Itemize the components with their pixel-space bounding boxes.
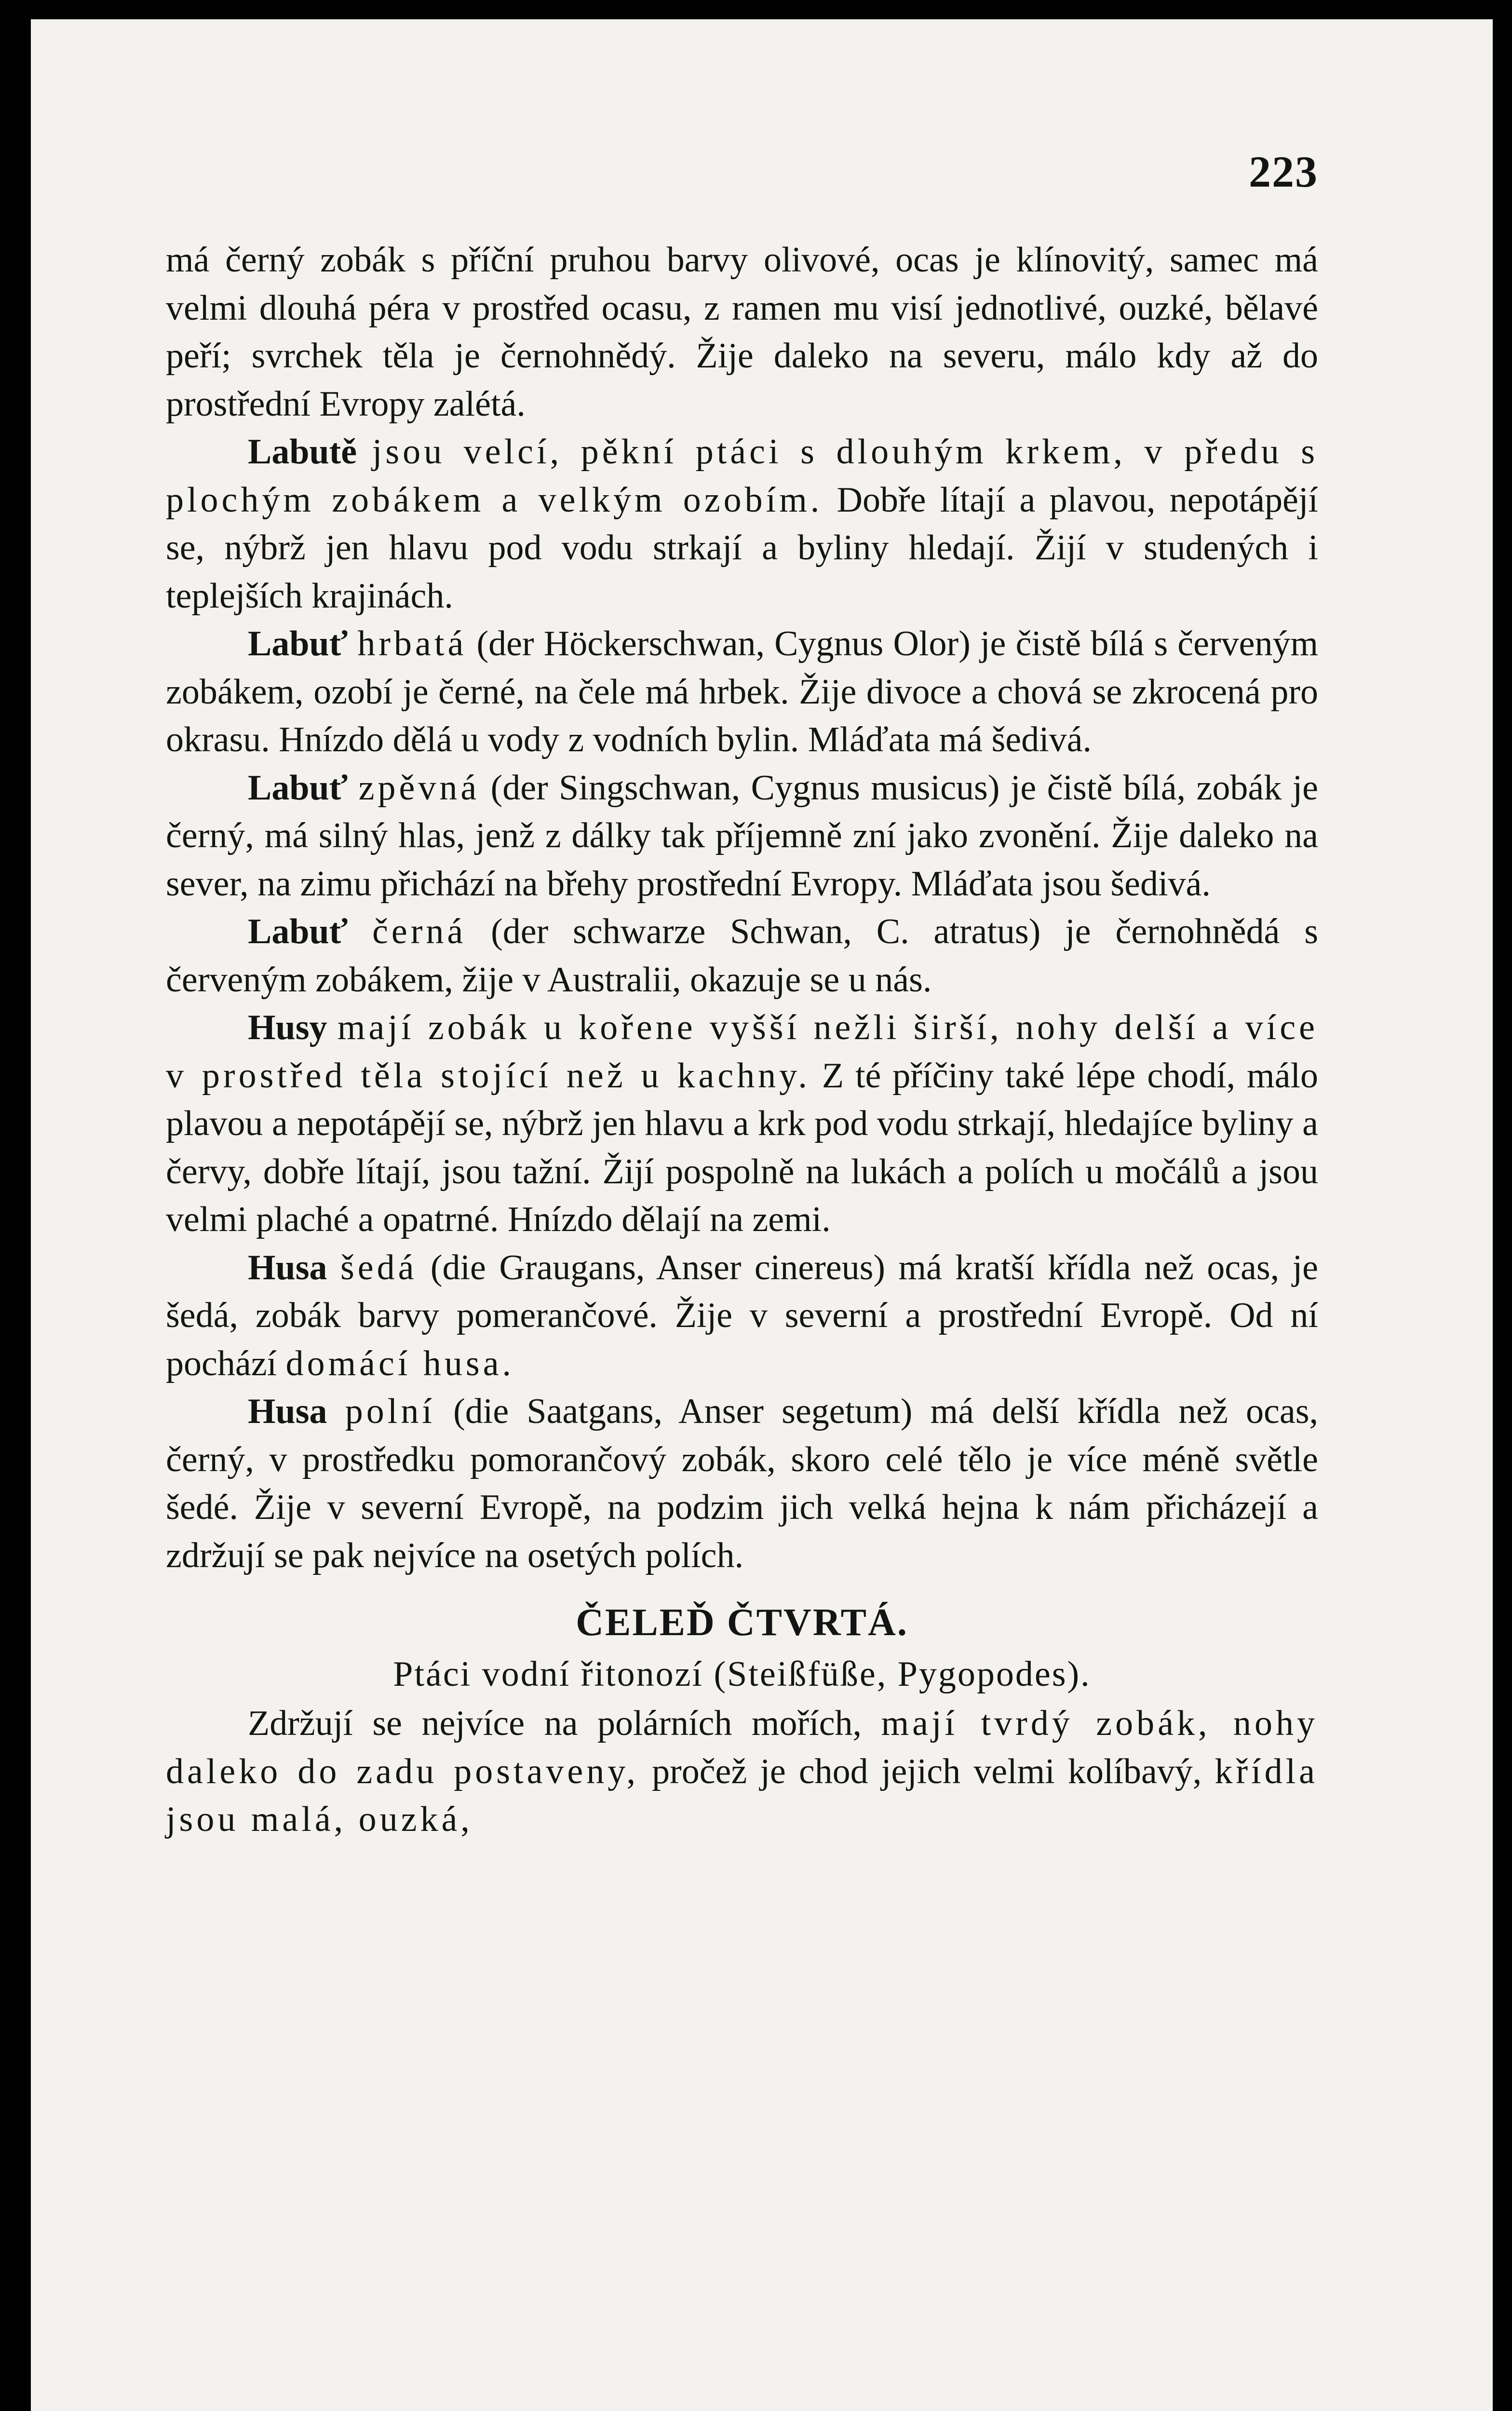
paragraph-text: (der Singschwan, Cygnus musicus) je čistě bílá, zobák je černý, má silný hlas, jenž z dálky tak příjemně zní jako zvonění. Žije daleko na sever, na zimu přichází na břehy prostřední Evropy. Mláďata jsou šedivá.: [166, 768, 1319, 904]
paragraph-labut-hrbata: [166, 620, 1318, 764]
paragraph-continued: [166, 236, 1318, 428]
book-page: [31, 19, 1493, 2411]
spaced-text: mají zobák u kořene vyšší nežli širší, nohy delší a více v prostřed těla stojící než u kachny.: [166, 1008, 1318, 1096]
entry-term: Husa: [248, 1392, 327, 1431]
spaced-text: zpěvná: [358, 768, 480, 808]
spaced-text: černá: [372, 912, 467, 951]
spaced-text: hrbatá: [357, 624, 467, 664]
paragraph-ritonozi: [166, 1700, 1318, 1844]
paragraph-labut-zpevna: [166, 764, 1318, 908]
paragraph-text: má černý zobák s příční pruhou barvy olivové, ocas je klínovitý, samec má velmi dlouhá péra v prostřed ocasu, z ramen mu visí jednotlivé, ouzké, bělavé peří; svrchek těla je černohnědý. Žije daleko na severu, málo kdy až do prostřední Evropy zalétá.: [166, 240, 1318, 424]
spaced-text: křídla jsou malá, ouzká,: [166, 1751, 1319, 1839]
spaced-text: mají tvrdý zobák, nohy daleko do zadu postaveny,: [166, 1704, 1318, 1791]
spaced-text: domácí husa.: [285, 1343, 515, 1383]
entry-term: Labuť: [248, 624, 348, 664]
paragraph-text: (der schwarze Schwan, C. atratus) je černohnědá s červeným zobákem, žije v Australii, okazuje se u nás.: [166, 912, 1318, 1000]
spaced-text: šedá: [340, 1247, 418, 1287]
paragraph-labute: [166, 428, 1318, 620]
paragraph-text: Dobře lítají a plavou, nepotápějí se, nýbrž jen hlavu pod vodu strkají a byliny hledají. Žijí v studených i teplejších krajinách.: [166, 480, 1318, 616]
entry-term: Labuť: [248, 912, 348, 951]
section-subheading: Ptáci vodní řitonozí (Steißfüße, Pygopodes).: [393, 1654, 1091, 1694]
section-heading: ČELEĎ ČTVRTÁ.: [576, 1601, 908, 1644]
paragraph-text: (die Saatgans, Anser segetum) má delší křídla než ocas, černý, v prostředku pomorančový zobák, skoro celé tělo je více méně světle šedé. Žije v severní Evropě, na podzim jich velká hejna k nám přicházejí a zdržují se pak nejvíce na osetých polích.: [166, 1392, 1319, 1575]
paragraph-text: pročež je chod jejich velmi kolíbavý,: [652, 1751, 1202, 1791]
entry-term: Labutě: [248, 432, 357, 472]
spaced-text: polní: [345, 1392, 435, 1431]
paragraph-text: (die Graugans, Anser cinereus) má kratší křídla než ocas, je šedá, zobák barvy pomerančové. Žije v severní a prostřední Evropě. Od ní pochází: [166, 1247, 1319, 1383]
paragraph-text: (der Höckerschwan, Cygnus Olor) je čistě bílá s červeným zobákem, ozobí je černé, na čele má hrbek. Žije divoce a chová se zkrocená pro okrasu. Hnízdo dělá u vody z vodních bylin. Mláďata má šedivá.: [166, 624, 1319, 759]
page-number: 223: [1249, 147, 1318, 196]
paragraph-husy: [166, 1004, 1318, 1244]
body-text: [166, 236, 1318, 1844]
paragraph-husa-seda: [166, 1244, 1318, 1388]
paragraph-husa-polni: [166, 1388, 1318, 1580]
entry-term: Labuť: [248, 768, 348, 808]
spaced-text: jsou velcí, pěkní ptáci s dlouhým krkem, v předu s plochým zobákem a velkým ozobím.: [166, 432, 1318, 520]
paragraph-text: Zdržují se nejvíce na polárních mořích,: [248, 1704, 862, 1743]
paragraph-labut-cerna: [166, 908, 1318, 1004]
paragraph-text: Z té příčiny také lépe chodí, málo plavou a nepotápějí se, nýbrž jen hlavu a krk pod vodu strkají, hledajíce byliny a červy, dobře lítají, jsou tažní. Žijí pospolně na lukách a polích u močálů a jsou velmi plaché a opatrné. Hnízdo dělají na zemi.: [166, 1056, 1319, 1239]
entry-term: Husy: [248, 1008, 327, 1047]
entry-term: Husa: [248, 1247, 327, 1287]
